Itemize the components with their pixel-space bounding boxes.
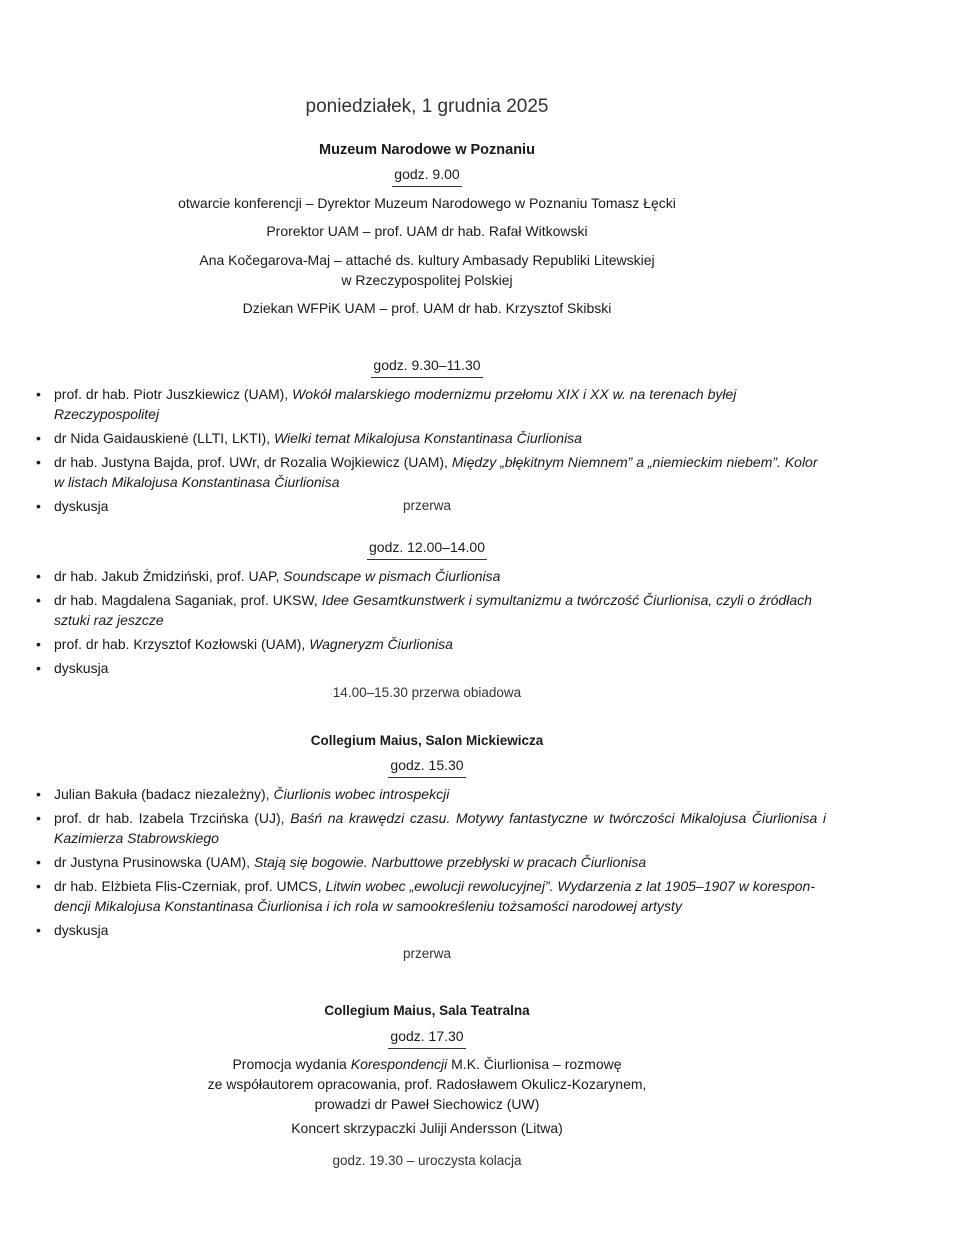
list-item — [36, 852, 826, 872]
talk-title: Čiurlionis wobec introspekcji — [273, 786, 450, 802]
talk-author: dr hab. Jakub Żmidziński, prof. UAP, — [54, 568, 284, 584]
time-9-30: godz. 9.30–11.30 — [371, 355, 482, 378]
prorector-line: Prorektor UAM – prof. UAM dr hab. Rafał Witkowski — [266, 223, 588, 239]
list-item — [36, 590, 826, 630]
venue-muzeum: Muzeum Narodowe w Poznaniu — [319, 142, 535, 158]
talk-author: prof. dr hab. Krzysztof Kozłowski (UAM), — [54, 636, 310, 652]
list-item — [36, 784, 826, 804]
lunch-break: 14.00–15.30 przerwa obiadowa — [332, 685, 522, 700]
list-item — [36, 452, 826, 492]
time-block-9-00 — [0, 164, 854, 187]
bullet-icon: • — [36, 878, 41, 894]
venue-sala-teatralna: Collegium Maius, Sala Teatralna — [324, 1003, 530, 1018]
list-item — [36, 428, 826, 448]
talk-list-3 — [36, 784, 826, 944]
bullet-icon: • — [36, 386, 41, 402]
talk-author: dr Nida Gaidauskienė (LLTI, LKTI), — [54, 430, 274, 446]
talk-author: dr Justyna Prusinowska (UAM), — [54, 854, 254, 870]
list-item — [36, 634, 826, 654]
break-1: przerwa — [402, 498, 451, 513]
talk-list-2 — [36, 566, 826, 682]
dinner-line: godz. 19.30 – uroczysta kolacja — [332, 1153, 522, 1168]
bullet-icon: • — [36, 660, 41, 676]
break-2: przerwa — [402, 946, 451, 961]
discussion-label: dyskusja — [54, 922, 109, 938]
talk-title: Litwin wobec „ewolucji rewolucyjnej”. Wydarzenia z lat 1905–1907 w korespon-dencji Mikalojusa Konstantinasa Čiurlionisa i ich rola w samookreśleniu tożsamości narodowej artysty — [54, 878, 815, 914]
bullet-icon: • — [36, 430, 41, 446]
talk-author: dr hab. Elżbieta Flis-Czerniak, prof. UMCS, — [54, 878, 326, 894]
promo-line-2: ze współautorem opracowania, prof. Radosławem Okulicz-Kozarynem, — [207, 1076, 647, 1092]
list-item — [36, 384, 826, 424]
promo-text-b: M.K. Čiurlionisa – rozmowę — [447, 1056, 622, 1072]
talk-title: Między „błękitnym Niemnem” a „niemieckim niebem”. Kolor w listach Mikalojusa Konstantinasa Čiurlionisa — [54, 454, 818, 490]
concert-line: Koncert skrzypaczki Juliji Andersson (Litwa) — [291, 1120, 563, 1136]
bullet-icon: • — [36, 592, 41, 608]
list-item — [36, 920, 826, 940]
discussion-label: dyskusja — [54, 498, 109, 514]
discussion-label: dyskusja — [54, 660, 109, 676]
list-item — [36, 808, 826, 848]
talk-title: Wokół malarskiego modernizmu przełomu XIX i XX w. na terenach byłej Rzeczypospolitej — [54, 386, 737, 422]
time-block-17-30 — [0, 1026, 854, 1049]
talk-author: dr hab. Magdalena Saganiak, prof. UKSW, — [54, 592, 322, 608]
time-block-15-30 — [0, 755, 854, 778]
promo-text-a: Promocja wydania — [232, 1056, 351, 1072]
list-item — [36, 658, 826, 678]
time-15-30: godz. 15.30 — [388, 755, 465, 778]
talk-title: Baśń na krawędzi czasu. Motywy fantastyczne w twórczości Mikalojusa Čiurlionisa i Kazimierza Stabrowskiego — [54, 810, 826, 846]
talk-title: Idee Gesamtkunstwerk i symultanizmu a twórczość Čiurlionisa, czyli o źródłach sztuki raz jeszcze — [54, 592, 812, 628]
promo-book-title: Korespondencji — [350, 1056, 448, 1072]
venue-salon-mickiewicza: Collegium Maius, Salon Mickiewicza — [310, 733, 544, 748]
bullet-icon: • — [36, 786, 41, 802]
list-item — [36, 566, 826, 586]
time-17-30: godz. 17.30 — [388, 1026, 465, 1049]
talk-title: Soundscape w pismach Čiurlionisa — [283, 568, 501, 584]
list-item — [36, 876, 826, 916]
talk-author: dr hab. Justyna Bajda, prof. UWr, dr Rozalia Wojkiewicz (UAM), — [54, 454, 452, 470]
bullet-icon: • — [36, 498, 41, 514]
attache-line-2: w Rzeczypospolitej Polskiej — [341, 272, 513, 288]
time-block-12-00 — [0, 537, 854, 560]
time-9-00: godz. 9.00 — [392, 164, 461, 187]
bullet-icon: • — [36, 636, 41, 652]
promo-line-1 — [0, 1054, 854, 1074]
talk-title: Wielki temat Mikalojusa Konstantinasa Čiurlionisa — [273, 430, 582, 446]
bullet-icon: • — [36, 810, 41, 826]
talk-author: prof. dr hab. Piotr Juszkiewicz (UAM), — [54, 386, 293, 402]
talk-author: Julian Bakuła (badacz niezależny), — [54, 786, 274, 802]
talk-author: prof. dr hab. Izabela Trzcińska (UJ), — [54, 810, 291, 826]
attache-line-1: Ana Kočegarova-Maj – attaché ds. kultury Ambasady Republiki Litewskiej — [199, 252, 655, 268]
day-heading: poniedziałek, 1 grudnia 2025 — [305, 96, 549, 117]
promo-line-3: prowadzi dr Paweł Siechowicz (UW) — [314, 1096, 540, 1112]
bullet-icon: • — [36, 854, 41, 870]
time-block-9-30 — [0, 355, 854, 378]
time-12-00: godz. 12.00–14.00 — [367, 537, 487, 560]
talk-title: Stają się bogowie. Narbuttowe przebłyski w pracach Čiurlionisa — [253, 854, 647, 870]
bullet-icon: • — [36, 568, 41, 584]
talk-title: Wagneryzm Čiurlionisa — [309, 636, 453, 652]
opening-line: otwarcie konferencji – Dyrektor Muzeum Narodowego w Poznaniu Tomasz Łęcki — [178, 195, 676, 211]
bullet-icon: • — [36, 454, 41, 470]
bullet-icon: • — [36, 922, 41, 938]
dean-line: Dziekan WFPiK UAM – prof. UAM dr hab. Krzysztof Skibski — [242, 300, 612, 316]
